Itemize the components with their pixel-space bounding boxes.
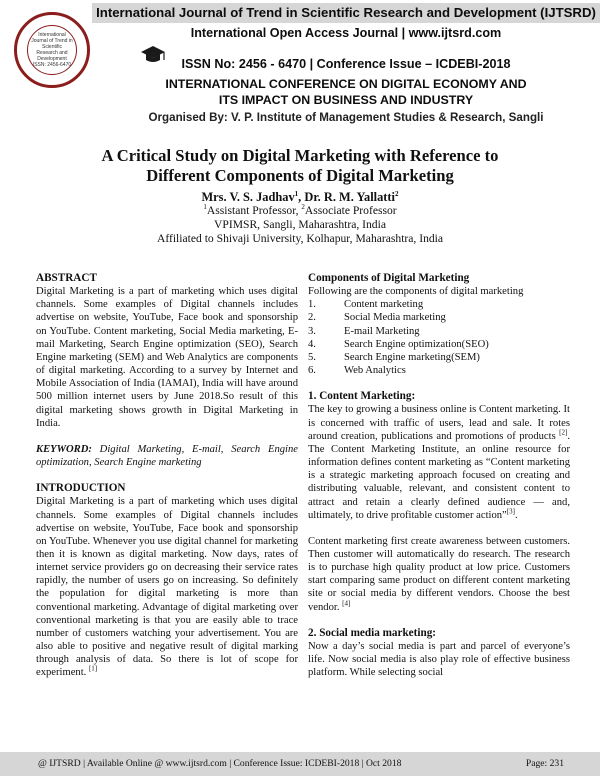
journal-access-line: International Open Access Journal | www.ijtsrd.com	[190, 26, 502, 40]
role-2-sup: 2	[301, 203, 305, 212]
right-column	[308, 272, 570, 679]
list-item	[308, 325, 570, 338]
paper-title	[0, 146, 600, 186]
footer-text: @ IJTSRD | Available Online @ www.ijtsrd.com | Conference Issue: ICDEBI-2018 | Oct 2018	[38, 758, 402, 769]
paper-title-line2: Different Components of Digital Marketing	[146, 166, 454, 185]
list-item-label: E-mail Marketing	[344, 325, 420, 337]
list-item-number: 4.	[308, 338, 316, 350]
issn-conference-line: ISSN No: 2456 - 6470 | Conference Issue – ICDEBI-2018	[181, 57, 511, 71]
content-text-2: Content marketing first create awareness between customers. Then customer will automatically do research. The research is to purchase high quality product at low price. Customers start comparing same product on different content marketing site or social media by different vendors. Choose the best vendor.	[308, 535, 570, 613]
left-column	[36, 272, 298, 680]
introduction-heading: INTRODUCTION	[36, 482, 126, 495]
journal-name: International Journal of Trend in Scientific Research and Development (IJTSRD)	[92, 3, 600, 23]
introduction-text	[36, 495, 298, 679]
conference-title	[92, 76, 600, 108]
list-item-number: 3.	[308, 325, 316, 337]
content-text-b: . The Content Marketing Institute, an online resource for information defines content marketing as “Content marketing is a strategic marketing approach focused on creating and distributing valuable, relevant, and consistent content to attract and retain a clearly defined audience — and, ultimately, to drive profitable customer action”	[308, 430, 570, 521]
journal-seal-logo	[14, 12, 90, 88]
author-roles	[0, 204, 600, 218]
author-names	[0, 190, 600, 204]
list-item	[308, 298, 570, 311]
list-item-number: 5.	[308, 351, 316, 363]
social-media-text: Now a day’s social media is part and parcel of everyone’s life. Now social media is also play role of effective business platform. While selecting social	[308, 640, 570, 679]
list-item-label: Search Engine marketing(SEM)	[344, 351, 480, 363]
author-separator: ,	[298, 190, 305, 204]
content-marketing-heading: 1. Content Marketing:	[308, 390, 416, 403]
citation-4: [4]	[342, 599, 351, 608]
author-2: Dr. R. M. Yallatti	[304, 190, 395, 204]
content-marketing-text	[308, 403, 570, 521]
page-footer	[0, 752, 600, 776]
journal-header	[0, 0, 600, 126]
social-media-heading: 2. Social media marketing:	[308, 626, 437, 639]
list-item-label: Search Engine optimization(SEO)	[344, 338, 489, 350]
content-text-a: The key to growing a business online is Content marketing. It is concerned with traffic of users, lead and sale. It rotes around creation, publications and promotions of products	[308, 404, 570, 442]
organised-by: Organised By: V. P. Institute of Management Studies & Research, Sangli	[148, 111, 544, 124]
list-item-label: Web Analytics	[344, 365, 406, 377]
journal-seal-text: International Journal of Trend in Scientific Research and Development ISSN: 2456-6470	[27, 25, 77, 75]
components-heading: Components of Digital Marketing	[308, 272, 470, 284]
components-intro: Following are the components of digital marketing	[308, 286, 524, 298]
abstract-text: Digital Marketing is a part of marketing which uses digital channels. Some examples of Digital channels includes advertise on website, YouTube, Face book and sponsorship on YouTube. Content marketing, Social Media marketing, E-mail Marketing, Search Engine optimization (SEO), Search Engine marketing (SEM) and Web Analytics are components of digital marketing. According to a survey by Internet and Mobile Association of India (IAMAI), India will have around 500 million internet users by June 2018.So result of this digital marketing shows growth in Digital Marketing in India.	[36, 286, 298, 429]
author-institute: VPIMSR, Sangli, Maharashtra, India	[214, 218, 386, 231]
list-item-number: 2.	[308, 312, 316, 324]
role-1-sup: 1	[203, 203, 207, 212]
introduction-body: Digital Marketing is a part of marketing which uses digital channels. Some examples of Digital channels includes advertise on website, YouTube, Face book and sponsorship on YouTube. Whenever you use digital channel for marketing then it is known as digital marketing. Now days, rates of internet service providers go on decreasing their service rates rapidly, the number of users go on increasing. So definitely the population for digital marketing is more than conventional marketing. Advantage of digital marketing over conventional marketing is that you are easily able to trace number of customers watching your advertisement. You are also able to positive and negative result of digital marking through analysis of data. So there is lot of scope for experiment.	[36, 496, 298, 679]
role-2: Associate Professor	[304, 204, 397, 217]
page-number: Page: 231	[525, 758, 564, 769]
role-1: Assistant Professor,	[206, 204, 302, 217]
author-1: Mrs. V. S. Jadhav	[201, 190, 295, 204]
citation-1: [1]	[88, 664, 98, 673]
conference-title-line2: ITS IMPACT ON BUSINESS AND INDUSTRY	[218, 93, 474, 107]
conference-title-line1: INTERNATIONAL CONFERENCE ON DIGITAL ECONOMY AND	[165, 77, 527, 91]
author-1-sup: 1	[294, 189, 299, 198]
list-item	[308, 311, 570, 324]
content-text-c: .	[514, 509, 518, 521]
list-item	[308, 338, 570, 351]
list-item-number: 1.	[308, 299, 316, 311]
components-list	[308, 298, 570, 377]
keywords	[36, 443, 298, 469]
paper-title-line1: A Critical Study on Digital Marketing with Reference to	[101, 146, 499, 165]
keyword-list: Digital Marketing, E-mail, Search Engine optimization, Search Engine marketing	[36, 443, 298, 469]
abstract-heading: ABSTRACT	[36, 272, 97, 284]
list-item-number: 6.	[308, 365, 316, 377]
author-block	[0, 190, 600, 246]
author-affiliation: Affiliated to Shivaji University, Kolhapur, Maharashtra, India	[156, 232, 444, 245]
list-item-label: Social Media marketing	[344, 312, 446, 324]
author-2-sup: 2	[395, 189, 399, 198]
citation-2: [2]	[559, 428, 568, 437]
list-item-label: Content marketing	[344, 299, 424, 311]
list-item	[308, 351, 570, 364]
citation-3: [3]	[506, 507, 515, 516]
content-marketing-text-2	[308, 535, 570, 614]
keyword-label: KEYWORD:	[36, 443, 92, 455]
list-item	[308, 364, 570, 377]
